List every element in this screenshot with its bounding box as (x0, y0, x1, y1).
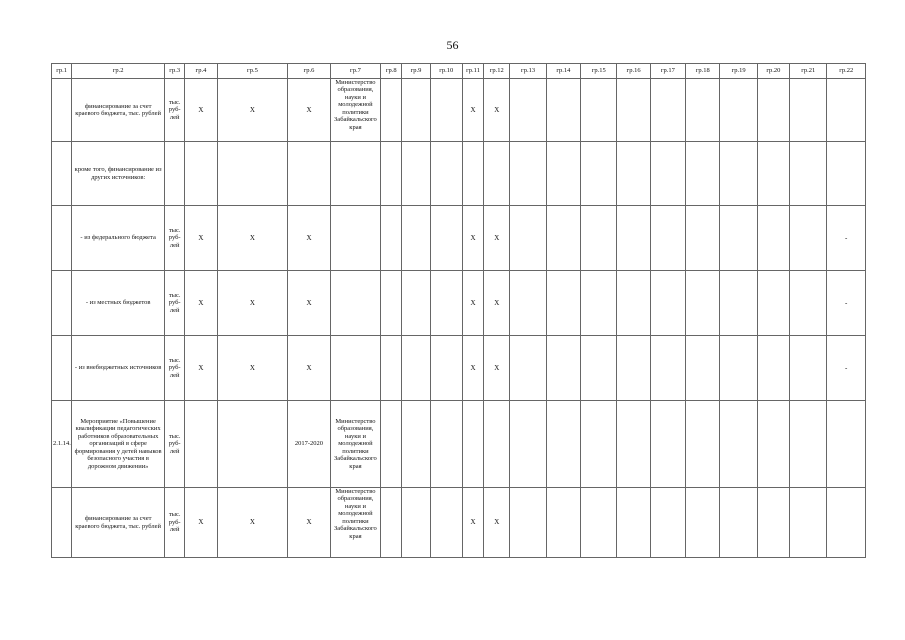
header-cell: гр.17 (650, 64, 685, 79)
value-cell (510, 271, 546, 336)
value-cell (510, 79, 546, 142)
value-cell (686, 488, 720, 558)
value-cell (430, 79, 462, 142)
value-cell (757, 488, 789, 558)
header-cell: гр.8 (381, 64, 402, 79)
executor-cell (330, 206, 380, 271)
header-cell: гр.13 (510, 64, 546, 79)
indicator-cell: кроме того, финансирование из других источников: (72, 142, 165, 206)
value-cell (650, 336, 685, 401)
table-row (52, 401, 866, 488)
value-cell: X (288, 206, 330, 271)
value-cell: X (462, 271, 483, 336)
value-cell: X (462, 79, 483, 142)
executor-cell (330, 336, 380, 401)
value-cell (430, 142, 462, 206)
value-cell (402, 271, 430, 336)
value-cell: X (217, 79, 288, 142)
header-cell: гр.20 (757, 64, 789, 79)
header-cell: гр.3 (165, 64, 185, 79)
header-cell: гр.12 (484, 64, 510, 79)
value-cell (686, 271, 720, 336)
unit-cell: тыс. руб-лей (165, 401, 185, 488)
value-cell (686, 336, 720, 401)
value-cell (720, 206, 757, 271)
value-cell: X (217, 271, 288, 336)
value-cell (510, 401, 546, 488)
header-cell: гр.10 (430, 64, 462, 79)
header-row (52, 64, 866, 79)
value-cell (790, 488, 827, 558)
value-cell (381, 271, 402, 336)
value-cell (720, 336, 757, 401)
page-number: 56 (446, 38, 459, 52)
value-cell (510, 142, 546, 206)
value-cell: X (217, 206, 288, 271)
table-row (52, 336, 866, 401)
value-cell (790, 142, 827, 206)
value-cell (430, 336, 462, 401)
value-cell: X (484, 488, 510, 558)
value-cell (402, 401, 430, 488)
value-cell: X (462, 336, 483, 401)
value-cell (686, 206, 720, 271)
value-cell: X (484, 271, 510, 336)
value-cell (581, 488, 617, 558)
value-cell (617, 79, 650, 142)
header-cell: гр.2 (72, 64, 165, 79)
value-cell: X (484, 79, 510, 142)
value-cell (720, 401, 757, 488)
executor-cell: Министерство образования, науки и молодежной политики Забайкальского края (330, 79, 380, 142)
value-cell (686, 79, 720, 142)
value-cell (402, 79, 430, 142)
value-cell (546, 142, 580, 206)
value-cell (581, 271, 617, 336)
value-cell (581, 206, 617, 271)
header-cell: гр.9 (402, 64, 430, 79)
value-cell (581, 142, 617, 206)
executor-cell (330, 271, 380, 336)
value-cell: X (484, 336, 510, 401)
executor-cell: Министерство образования, науки и молодежной политики Забайкальского края (330, 401, 380, 488)
value-cell (790, 79, 827, 142)
value-cell (402, 206, 430, 271)
row-number-cell (52, 336, 72, 401)
value-cell (402, 336, 430, 401)
value-cell (720, 79, 757, 142)
header-cell: гр.21 (790, 64, 827, 79)
program-table (51, 63, 866, 558)
value-cell (757, 79, 789, 142)
value-cell (757, 336, 789, 401)
value-cell: - (827, 206, 866, 271)
value-cell (720, 488, 757, 558)
table-row (52, 206, 866, 271)
value-cell (381, 206, 402, 271)
value-cell (827, 79, 866, 142)
value-cell: X (185, 271, 217, 336)
value-cell: X (217, 336, 288, 401)
value-cell: X (484, 206, 510, 271)
header-cell: гр.16 (617, 64, 650, 79)
value-cell (546, 336, 580, 401)
value-cell (720, 142, 757, 206)
indicator-cell: Мероприятие «Повышение квалификации педагогических работников образовательных организаций в сфере формирования у детей навыков безопасного участия в дорожном движении» (72, 401, 165, 488)
value-cell (430, 488, 462, 558)
value-cell (510, 206, 546, 271)
value-cell (686, 401, 720, 488)
value-cell (462, 401, 483, 488)
value-cell (288, 142, 330, 206)
value-cell: X (185, 488, 217, 558)
header-cell: гр.7 (330, 64, 380, 79)
row-number-cell (52, 206, 72, 271)
table-row (52, 488, 866, 558)
header-cell: гр.15 (581, 64, 617, 79)
value-cell (650, 401, 685, 488)
value-cell (430, 206, 462, 271)
value-cell (757, 142, 789, 206)
value-cell (381, 401, 402, 488)
header-cell: гр.11 (462, 64, 483, 79)
value-cell (617, 336, 650, 401)
value-cell (757, 206, 789, 271)
table-row (52, 271, 866, 336)
value-cell: X (288, 271, 330, 336)
header-cell: гр.19 (720, 64, 757, 79)
value-cell (790, 401, 827, 488)
value-cell (581, 79, 617, 142)
value-cell (381, 488, 402, 558)
value-cell (617, 206, 650, 271)
value-cell: X (462, 488, 483, 558)
value-cell (546, 79, 580, 142)
value-cell: X (288, 79, 330, 142)
value-cell (402, 488, 430, 558)
value-cell: X (288, 336, 330, 401)
value-cell (827, 142, 866, 206)
unit-cell: тыс. руб-лей (165, 336, 185, 401)
value-cell (381, 142, 402, 206)
value-cell (484, 142, 510, 206)
value-cell (217, 142, 288, 206)
indicator-cell: - из местных бюджетов (72, 271, 165, 336)
table-row (52, 142, 866, 206)
value-cell (430, 401, 462, 488)
header-cell: гр.6 (288, 64, 330, 79)
value-cell: X (217, 488, 288, 558)
value-cell (617, 488, 650, 558)
value-cell (757, 271, 789, 336)
header-cell: гр.18 (686, 64, 720, 79)
unit-cell: тыс. руб-лей (165, 79, 185, 142)
value-cell (546, 488, 580, 558)
value-cell (546, 271, 580, 336)
value-cell: X (462, 206, 483, 271)
value-cell (790, 336, 827, 401)
value-cell (381, 336, 402, 401)
value-cell: X (185, 79, 217, 142)
value-cell (790, 206, 827, 271)
value-cell (617, 401, 650, 488)
value-cell (650, 79, 685, 142)
value-cell (617, 142, 650, 206)
unit-cell: тыс. руб-лей (165, 271, 185, 336)
value-cell: X (185, 206, 217, 271)
value-cell (185, 142, 217, 206)
header-cell: гр.5 (217, 64, 288, 79)
value-cell (617, 271, 650, 336)
value-cell (185, 401, 217, 488)
value-cell (650, 488, 685, 558)
value-cell (381, 79, 402, 142)
value-cell (650, 142, 685, 206)
value-cell (757, 401, 789, 488)
unit-cell: тыс. руб-лей (165, 488, 185, 558)
header-cell: гр.4 (185, 64, 217, 79)
value-cell (686, 142, 720, 206)
header-cell: гр.22 (827, 64, 866, 79)
value-cell (510, 488, 546, 558)
value-cell (650, 271, 685, 336)
row-number-cell (52, 271, 72, 336)
indicator-cell: - из федерального бюджета (72, 206, 165, 271)
value-cell (581, 401, 617, 488)
unit-cell: тыс. руб-лей (165, 206, 185, 271)
value-cell (510, 336, 546, 401)
table-row (52, 79, 866, 142)
value-cell: X (288, 488, 330, 558)
row-number-cell: 2.1.14. (52, 401, 72, 488)
value-cell (462, 142, 483, 206)
header-cell: гр.14 (546, 64, 580, 79)
value-cell (581, 336, 617, 401)
row-number-cell (52, 488, 72, 558)
header-cell: гр.1 (52, 64, 72, 79)
row-number-cell (52, 79, 72, 142)
value-cell (217, 401, 288, 488)
period-cell: 2017-2020 (288, 401, 330, 488)
value-cell (827, 488, 866, 558)
value-cell: - (827, 271, 866, 336)
executor-cell (330, 142, 380, 206)
indicator-cell: - из внебюджетных источников (72, 336, 165, 401)
indicator-cell: финансирование за счет краевого бюджета, тыс. рублей (72, 488, 165, 558)
unit-cell (165, 142, 185, 206)
value-cell (720, 271, 757, 336)
value-cell (402, 142, 430, 206)
value-cell (430, 271, 462, 336)
value-cell (484, 401, 510, 488)
value-cell (546, 401, 580, 488)
row-number-cell (52, 142, 72, 206)
executor-cell: Министерство образования, науки и молодежной политики Забайкальского края (330, 488, 380, 558)
value-cell: - (827, 336, 866, 401)
value-cell (790, 271, 827, 336)
value-cell: X (185, 336, 217, 401)
value-cell (546, 206, 580, 271)
value-cell (650, 206, 685, 271)
indicator-cell: финансирование за счет краевого бюджета, тыс. рублей (72, 79, 165, 142)
value-cell (827, 401, 866, 488)
